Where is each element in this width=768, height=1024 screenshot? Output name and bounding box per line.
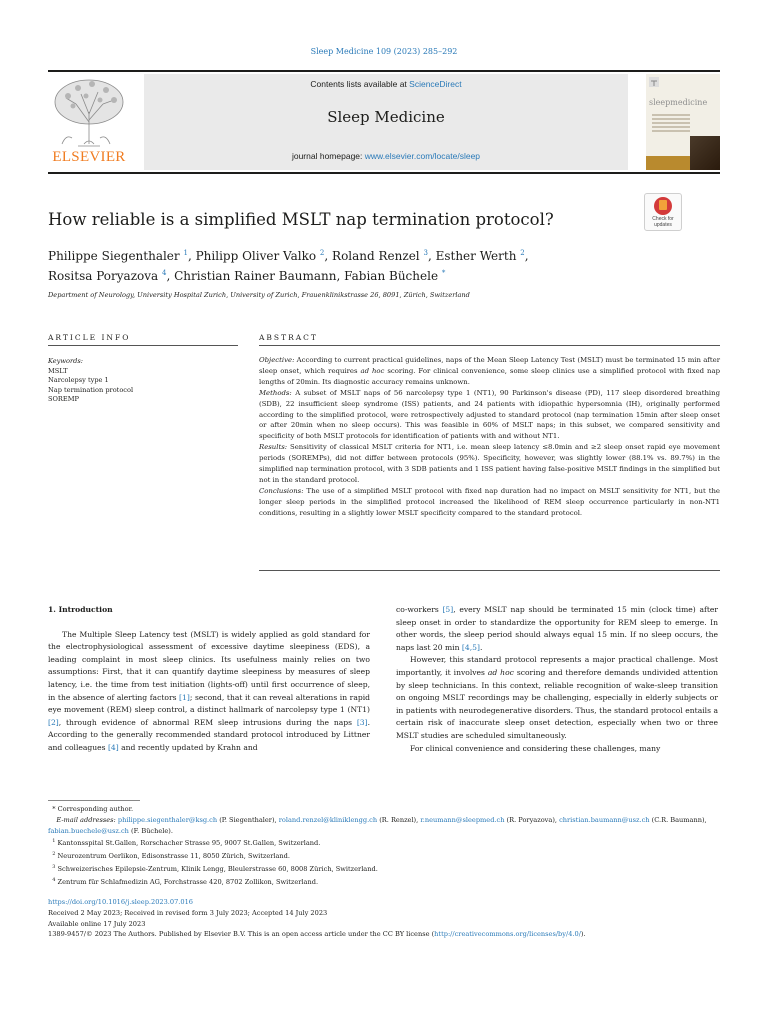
email-line xyxy=(48,815,720,837)
author-name[interactable]: Philipp Oliver Valko xyxy=(195,249,317,263)
body-text: and recently updated by Krahn and xyxy=(118,742,258,752)
article-info-heading: ARTICLE INFO xyxy=(48,333,131,342)
abstract-text xyxy=(259,355,720,519)
body-text: co-workers xyxy=(396,605,443,614)
footnote-text: Zentrum für Schlafmedizin AG, Forchstrasse 420, 8702 Zollikon, Switzerland. xyxy=(57,878,319,887)
body-text: , through evidence of abnormal REM sleep intrusions during the naps xyxy=(58,717,357,727)
header-bottom-rule xyxy=(48,172,720,174)
cover-text-lines xyxy=(652,112,690,134)
author-name[interactable]: Roland Renzel xyxy=(332,249,420,263)
reference-link[interactable]: [2] xyxy=(48,717,59,727)
email-link[interactable]: philippe.siegenthaler@ksg.ch xyxy=(117,815,218,824)
affiliation-footnote xyxy=(48,836,720,849)
body-text: . According to the generally recommended standard protocol introduced by Littner and colleagues xyxy=(48,717,370,752)
author-affiliation-mark[interactable]: 1 xyxy=(183,249,188,257)
body-text: , every MSLT nap should be terminated 15 min (clock time) after sleep onset in order to standardize the opportunity for REM sleep to emerge. In other words, the sleep period should always equal 15 min. If no sleep occurs, the naps last 20 min xyxy=(396,605,718,652)
contents-line xyxy=(144,79,628,89)
author-affiliation-mark[interactable]: 4 xyxy=(162,269,167,277)
keyword: Nap termination protocol xyxy=(48,385,134,394)
reference-link[interactable]: [4,5] xyxy=(461,642,480,652)
body-column-right xyxy=(396,604,718,755)
license-link[interactable]: http://creativecommons.org/licenses/by/4.0/ xyxy=(434,930,581,939)
body-text: scoring and therefore demands undivided attention by sleep technicians. In this context, reliable recognition of wake-sleep transition on ongoing MSLT recordings may be challenging, especially in elderly subjects or in patients with neurodegenerative disorders. Thus, the standard protocol entails a certain risk of inaccurate sleep onset detection, especially when two or three MSLT studies are scheduled simultaneously. xyxy=(396,667,718,740)
sciencedirect-link[interactable]: ScienceDirect xyxy=(409,79,462,89)
header-top-rule xyxy=(48,70,720,72)
body-paragraph xyxy=(396,654,718,742)
body-text: However, this standard protocol represents a major practical challenge. Most importantly, it involves xyxy=(396,655,718,677)
journal-header-band xyxy=(144,74,628,170)
results-text: Sensitivity of classical MSLT criteria for NT1, i.e. mean sleep latency ≤8.0min and ≥2 sleep onset rapid eye movement periods (SOREMPs), did not differ between protocols (95%). Specificity, however, was slightly lower (88.1% vs. 89.7%) in the simplified nap termination protocol, with 3 SDB patients and 1 ISS patient having false-positive MSLT findings in the simplified but not in the standard protocol. xyxy=(259,443,720,484)
cover-name-b: medicine xyxy=(670,98,708,107)
affiliation-footnote xyxy=(48,849,720,862)
received-dates: Received 2 May 2023; Received in revised form 3 July 2023; Accepted 14 July 2023 xyxy=(48,908,328,917)
methods-label: Methods: xyxy=(259,388,292,397)
author-affiliation-mark[interactable]: 3 xyxy=(423,249,428,257)
cover-strip xyxy=(646,156,690,170)
objective-text-b: scoring. For clinical convenience, some sleep clinics use a simplified protocol with fixed nap lengths of 20min. Its diagnostic accuracy remains unknown. xyxy=(259,366,721,386)
objective-label: Objective: xyxy=(259,356,295,364)
body-emphasis: ad hoc xyxy=(487,667,514,677)
affiliation-footnote xyxy=(48,862,720,875)
email-owner: (C.R. Baumann), xyxy=(649,815,707,824)
corresponding-note: * Corresponding author. xyxy=(48,805,134,813)
email-owner: (R. Renzel), xyxy=(377,815,421,824)
online-date: Available online 17 July 2023 xyxy=(48,919,146,928)
abstract-heading: ABSTRACT xyxy=(259,333,318,342)
author-affiliation-mark[interactable]: 2 xyxy=(520,249,525,257)
cover-photo xyxy=(690,136,720,170)
footnotes xyxy=(48,804,720,888)
body-text: ; second, that it can reveal alterations in rapid eye movement (REM) sleep control, a distinct hallmark of narcolepsy type 1 (NT1) xyxy=(48,692,370,715)
corresponding-author-mark[interactable]: * xyxy=(441,269,446,277)
footnote-rule xyxy=(48,800,140,801)
reference-link[interactable]: [3] xyxy=(356,717,368,727)
abstract-conclusions xyxy=(259,486,720,519)
author-name[interactable]: Rositsa Poryazova xyxy=(48,269,159,283)
conclusions-text: The use of a simplified MSLT protocol with fixed nap duration had no impact on MSLT sensitivity for NT1, but the longer sleep periods in the simplified protocol increased the likelihood of REM sleep occurrence particularly in non-NT1 conditions, resulting in a slightly lower MSLT specificity compared to the standard protocol. xyxy=(259,486,720,517)
email-owner: (P. Siegenthaler), xyxy=(217,815,279,824)
keywords-block xyxy=(48,357,133,405)
author-name[interactable]: Philippe Siegenthaler xyxy=(48,249,180,263)
cover-name-a: sleep xyxy=(649,98,671,107)
abstract-methods xyxy=(259,388,720,443)
footnote-number: 3 xyxy=(52,864,56,871)
author-name[interactable]: Esther Werth xyxy=(435,249,517,263)
journal-reference[interactable] xyxy=(0,47,768,56)
results-label: Results: xyxy=(259,443,288,452)
keyword: Narcolepsy type 1 xyxy=(48,376,109,384)
methods-text: A subset of MSLT naps of 56 narcolepsy type 1 (NT1), 90 Parkinson's disease (PD), 117 sleep disordered breathing (SDB), 22 insufficient sleep syndrome (ISS) patients, and 24 patients with idiopathic hypersomnia (IH), originally performed according to the simplified protocol, were retrospectively adjusted to standard protocol (nap termination 15min after sleep onset or after 20min when no sleep occurs). This was feasible in 60% of MSLT naps; in this subset, we compared sensitivity and specificity of both MSLT protocols for identification of patients with and without NT1. xyxy=(259,388,720,441)
email-owner: (R. Poryazova), xyxy=(504,815,560,824)
reference-link[interactable]: [4] xyxy=(107,742,119,752)
footnote-text: Kantonsspital St.Gallen, Rorschacher Strasse 95, 9007 St.Gallen, Switzerland. xyxy=(57,839,321,848)
journal-cover-thumbnail[interactable] xyxy=(646,74,720,170)
check-for-updates-badge[interactable] xyxy=(644,193,682,231)
author-affiliation-mark[interactable]: 2 xyxy=(319,249,325,257)
body-paragraph xyxy=(396,604,718,654)
contents-prefix: Contents lists available at xyxy=(310,79,410,89)
homepage-link[interactable]: www.elsevier.com/locate/sleep xyxy=(364,151,481,161)
license-text: ). xyxy=(580,930,586,939)
homepage-line xyxy=(144,151,628,161)
footnote-text: Neurozentrum Oerlikon, Edisonstrasse 11, 8050 Zürich, Switzerland. xyxy=(57,852,290,861)
keywords-label: Keywords: xyxy=(48,357,83,365)
email-link[interactable]: roland.renzel@kliniklengg.ch xyxy=(278,815,378,824)
keyword: SOREMP xyxy=(48,395,79,403)
license-line xyxy=(48,929,720,940)
doi-link[interactable]: https://doi.org/10.1016/j.sleep.2023.07.016 xyxy=(48,898,193,906)
check-for-updates-label: Check for updates xyxy=(652,216,674,228)
journal-title: Sleep Medicine xyxy=(327,108,445,126)
elsevier-logo[interactable] xyxy=(48,74,130,170)
author-list: Philippe Siegenthaler $^1$, Philipp Oliver Valko $^2$, Roland Renzel $^3$, Esther Werth $^2$, Rositsa Poryazova $^4$, Christian Rainer Baumann, Fabian Büchele * xyxy=(48,249,529,283)
abstract-top-rule xyxy=(259,345,720,346)
cover-journal-name xyxy=(649,98,707,107)
elsevier-mini-logo-icon xyxy=(649,77,659,87)
body-column-left xyxy=(48,604,370,755)
footnote-text: Schweizerisches Epilepsie-Zentrum, Klinik Lengg, Bleulerstrasse 60, 8008 Zürich, Switzerland. xyxy=(57,865,378,874)
objective-text-a: According to current practical guidelines, naps of the Mean Sleep Latency Test (MSLT) must be terminated 15 min after sleep onset, which requires xyxy=(259,356,720,375)
conclusions-label: Conclusions: xyxy=(259,486,304,495)
body-paragraph xyxy=(48,629,370,755)
corresponding-text: Corresponding author. xyxy=(57,805,134,813)
email-link[interactable]: christian.baumann@usz.ch xyxy=(559,815,650,824)
affiliation: Department of Neurology, University Hospital Zurich, University of Zurich, Frauenklinikstrasse 26, 8091, Zürich, Switzerland xyxy=(48,291,470,299)
author-name[interactable]: Fabian Büchele xyxy=(344,269,439,283)
abstract-results xyxy=(259,442,720,486)
email-owner: (F. Büchele). xyxy=(128,826,173,835)
reference-link[interactable]: [1] xyxy=(179,692,190,702)
abstract-bottom-rule xyxy=(259,570,720,571)
journal-reference-link[interactable]: Sleep Medicine 109 (2023) 285–292 xyxy=(310,47,458,56)
reference-link[interactable]: [5] xyxy=(442,605,454,614)
author-name[interactable]: Christian Rainer Baumann xyxy=(174,269,337,283)
email-link[interactable]: r.neumann@sleepmed.ch xyxy=(420,815,505,824)
check-for-updates-icon xyxy=(654,197,672,215)
footnote-number: 1 xyxy=(52,838,56,845)
body-paragraph: For clinical convenience and considering these challenges, many xyxy=(410,743,661,753)
affiliation-footnote xyxy=(48,875,720,888)
keyword: MSLT xyxy=(48,366,68,375)
objective-emphasis: ad hoc xyxy=(360,366,385,375)
license-text: 1389-9457/© 2023 The Authors. Published by Elsevier B.V. This is an open access article under the CC BY license ( xyxy=(48,930,435,939)
homepage-prefix: journal homepage: xyxy=(291,151,365,161)
front-matter xyxy=(48,897,720,940)
footnote-number: 4 xyxy=(52,877,56,884)
section-heading: 1. Introduction xyxy=(48,605,113,614)
email-label: E-mail addresses: xyxy=(56,815,116,824)
body-text: . xyxy=(479,642,483,652)
footnote-number: 2 xyxy=(52,851,56,858)
abstract-objective xyxy=(259,355,720,388)
elsevier-wordmark: ELSEVIER xyxy=(52,149,126,165)
body-text: The Multiple Sleep Latency test (MSLT) is widely applied as gold standard for the electrophysiological assessment of excessive daytime sleepiness (EDS), a leading complaint in most sleep clinics. Its usefulness mainly relies on two assumptions: First, that it can quantify daytime sleepiness by measures of sleep latency, i.e. the time from test initiation (lights-off) until first occurrence of sleep, in the absence of alerting factors xyxy=(48,629,370,702)
article-title: How reliable is a simplified MSLT nap termination protocol? xyxy=(48,210,554,229)
elsevier-tree-icon xyxy=(48,74,130,152)
article-info-rule xyxy=(48,345,238,346)
email-link[interactable]: fabian.buechele@usz.ch xyxy=(48,826,129,835)
